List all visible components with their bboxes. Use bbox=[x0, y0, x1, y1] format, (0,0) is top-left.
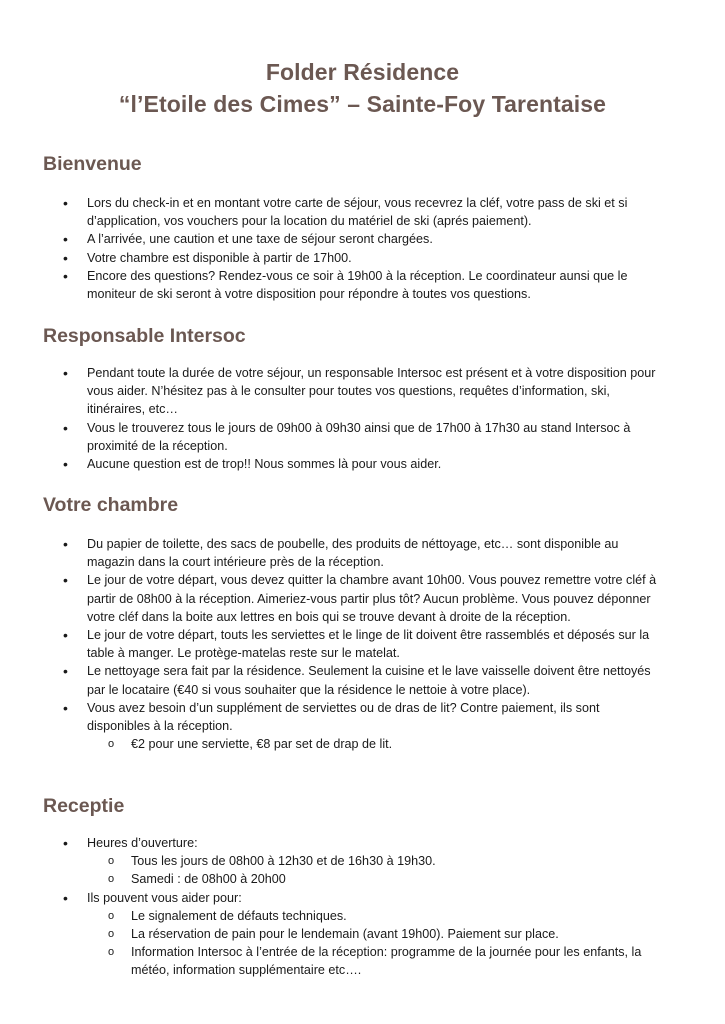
sub-list bbox=[87, 907, 663, 980]
sub-list-item: o Tous les jours de 08h00 à 12h30 et de 16h30 à 19h30. bbox=[87, 852, 663, 870]
sub-list-item: o Le signalement de défauts techniques. bbox=[87, 907, 663, 925]
section-heading-bienvenue: Bienvenue bbox=[43, 153, 142, 175]
list-item: • Du papier de toilette, des sacs de poubelle, des produits de néttoyage, etc… sont disponible au magazin dans la court intérieure près de la réception. bbox=[63, 535, 663, 571]
list-item-text: Heures d’ouverture: bbox=[87, 836, 198, 850]
sub-list-item: o €2 pour une serviette, €8 par set de drap de lit. bbox=[87, 735, 663, 753]
list-item-text: Ils pouvent vous aider pour: bbox=[87, 890, 242, 905]
receptie-list bbox=[63, 834, 663, 980]
title-line-1: Folder Résidence bbox=[265, 59, 460, 85]
sub-list bbox=[87, 735, 663, 753]
section-heading-responsable: Responsable Intersoc bbox=[43, 325, 246, 347]
section-heading-chambre: Votre chambre bbox=[43, 494, 179, 516]
list-item: • Pendant toute la durée de votre séjour, un responsable Intersoc est présent et à votre disposition pour vous aider. N’hésitez pas à le consulter pour toutes vos questions, requêtes d’information, ski, itinéraires, etc… bbox=[63, 364, 663, 419]
page-title bbox=[0, 0, 725, 120]
list-item: • Encore des questions? Rendez-vous ce soir à 19h00 à la réception. Le coordinateur aunsi que le moniteur de ski seront à votre disposition pour répondre à toutes vos questions. bbox=[63, 267, 663, 303]
sub-list bbox=[87, 852, 663, 888]
list-item: • Le jour de votre départ, touts les serviettes et le linge de lit doivent être rassemblés et déposés sur la table à manger. Le protège-matelas reste sur le matelat. bbox=[63, 626, 663, 662]
bienvenue-list bbox=[63, 194, 663, 303]
list-item bbox=[63, 834, 663, 889]
section-heading-receptie: Receptie bbox=[43, 795, 125, 817]
sub-list-item: o La réservation de pain pour le lendemain (avant 19h00). Paiement sur place. bbox=[87, 925, 663, 943]
chambre-list bbox=[63, 535, 663, 753]
responsable-list bbox=[63, 364, 663, 473]
title-line-2: “l’Etoile des Cimes” – Sainte-Foy Tarentaise bbox=[118, 91, 607, 117]
list-item: • A l’arrivée, une caution et une taxe de séjour seront chargées. bbox=[63, 230, 663, 248]
sub-list-item: o Information Intersoc à l’entrée de la réception: programme de la journée pour les enfants, la météo, information supplémentaire etc…. bbox=[87, 943, 663, 979]
list-item-text: Vous avez besoin d’un supplément de serviettes ou de dras de lit? Contre paiement, ils sont disponibles à la réception. bbox=[87, 700, 600, 734]
list-item: • Lors du check-in et en montant votre carte de séjour, vous recevrez la cléf, votre pass de ski et si d’application, vos vouchers pour la location du matériel de ski (aprés paiement). bbox=[63, 194, 663, 230]
list-item bbox=[63, 699, 663, 754]
list-item: • Le nettoyage sera fait par la résidence. Seulement la cuisine et le lave vaisselle doivent être nettoyés par le locataire (€40 si vous souhaiter que la résidence le nettoie à votre place). bbox=[63, 662, 663, 698]
list-item bbox=[63, 889, 663, 980]
sub-list-item: o Samedi : de 08h00 à 20h00 bbox=[87, 870, 663, 888]
list-item: • Votre chambre est disponible à partir de 17h00. bbox=[63, 249, 663, 267]
list-item: • Aucune question est de trop!! Nous sommes là pour vous aider. bbox=[63, 455, 663, 473]
list-item: • Vous le trouverez tous le jours de 09h00 à 09h30 ainsi que de 17h00 à 17h30 au stand Intersoc à proximité de la réception. bbox=[63, 419, 663, 455]
list-item: • Le jour de votre départ, vous devez quitter la chambre avant 10h00. Vous pouvez remettre votre cléf à partir de 08h00 à la réception. Aimeriez-vous partir plus tôt? Aucun problème. Vous pouvez déponner votre cléf dans la boite aux lettres en bois qui se trouve devant à droite de la réception. bbox=[63, 571, 663, 626]
